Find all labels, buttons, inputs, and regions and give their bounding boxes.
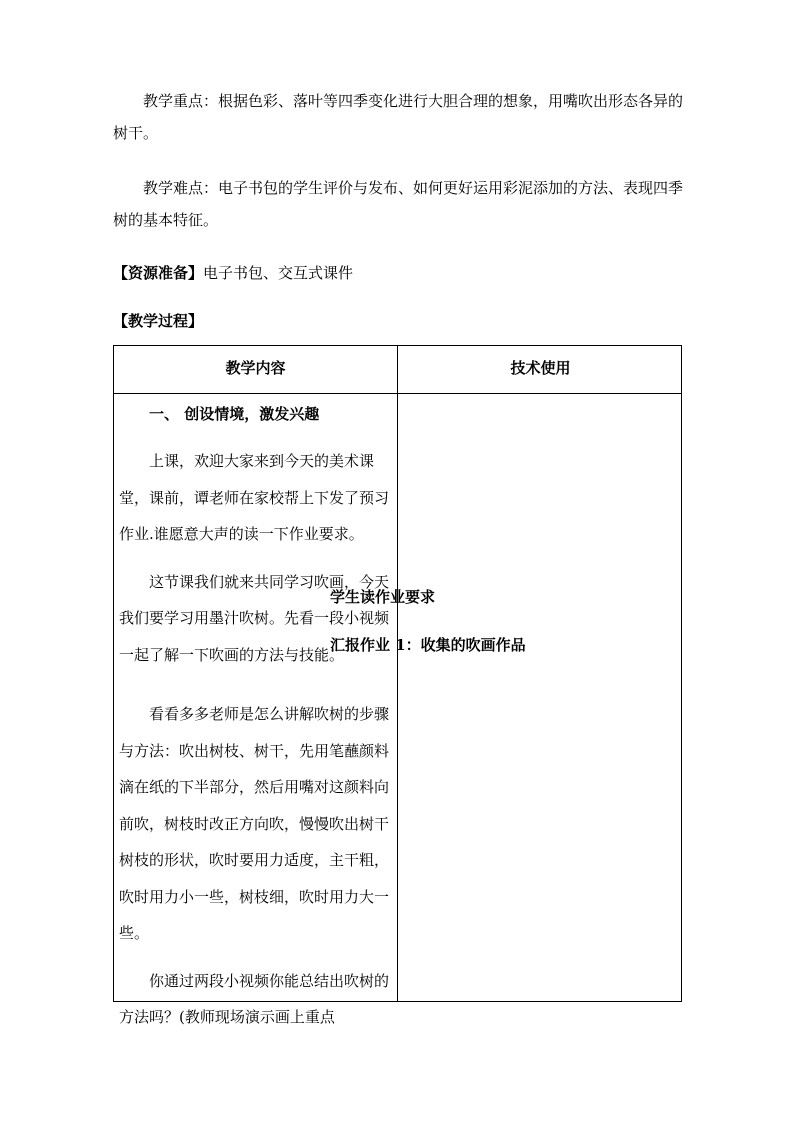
content-paragraph: 这节课我们就来共同学习吹画，今天我们要学习用墨汁吹树。先看一段小视频一起了解一下吹画的方法与技能。	[119, 572, 390, 664]
teaching-process-table	[113, 345, 682, 1026]
header-teaching-content: 教学内容	[225, 359, 286, 377]
teaching-difficulty: 教学难点：电子书包的学生评价与发布、如何更好运用彩泥添加的方法、表现四季树的基本特征。	[113, 179, 684, 229]
column-divider	[397, 346, 398, 1001]
section-title: 一、 创设情境，激发兴趣	[149, 405, 320, 423]
technology-cell	[330, 584, 560, 658]
process-heading: 【教学过程】	[113, 312, 204, 330]
resources-label: 【资源准备】	[113, 264, 204, 282]
content-paragraph: 你通过两段小视频你能总结出吹树的方法吗？(教师现场演示画上重点	[119, 971, 390, 1026]
tech-item: 汇报作业 1：收集的吹画作品	[330, 636, 526, 654]
content-paragraph: 看看多多老师是怎么讲解吹树的步骤与方法：吹出树枝、树干，先用笔蘸颜料滴在纸的下半部分，然后用嘴对这颜料向前吹，树枝时改正方向吹，慢慢吹出树干树枝的形状，吹时要用力适度，主干粗，吹时用力小一些，树枝细，吹时用力大一些。	[119, 705, 390, 942]
content-cell	[114, 394, 397, 1036]
teaching-focus: 教学重点：根据色彩、落叶等四季变化进行大胆合理的想象，用嘴吹出形态各异的树干。	[113, 92, 684, 142]
header-technology-use: 技术使用	[510, 359, 571, 377]
content-paragraph: 上课，欢迎大家来到今天的美术课堂，课前，谭老师在家校帮上下发了预习作业.谁愿意大声的读一下作业要求。	[119, 452, 390, 543]
resources-text: 电子书包、交互式课件	[203, 264, 354, 282]
tech-item: 学生读作业要求	[330, 588, 436, 606]
resources-line	[113, 257, 683, 289]
